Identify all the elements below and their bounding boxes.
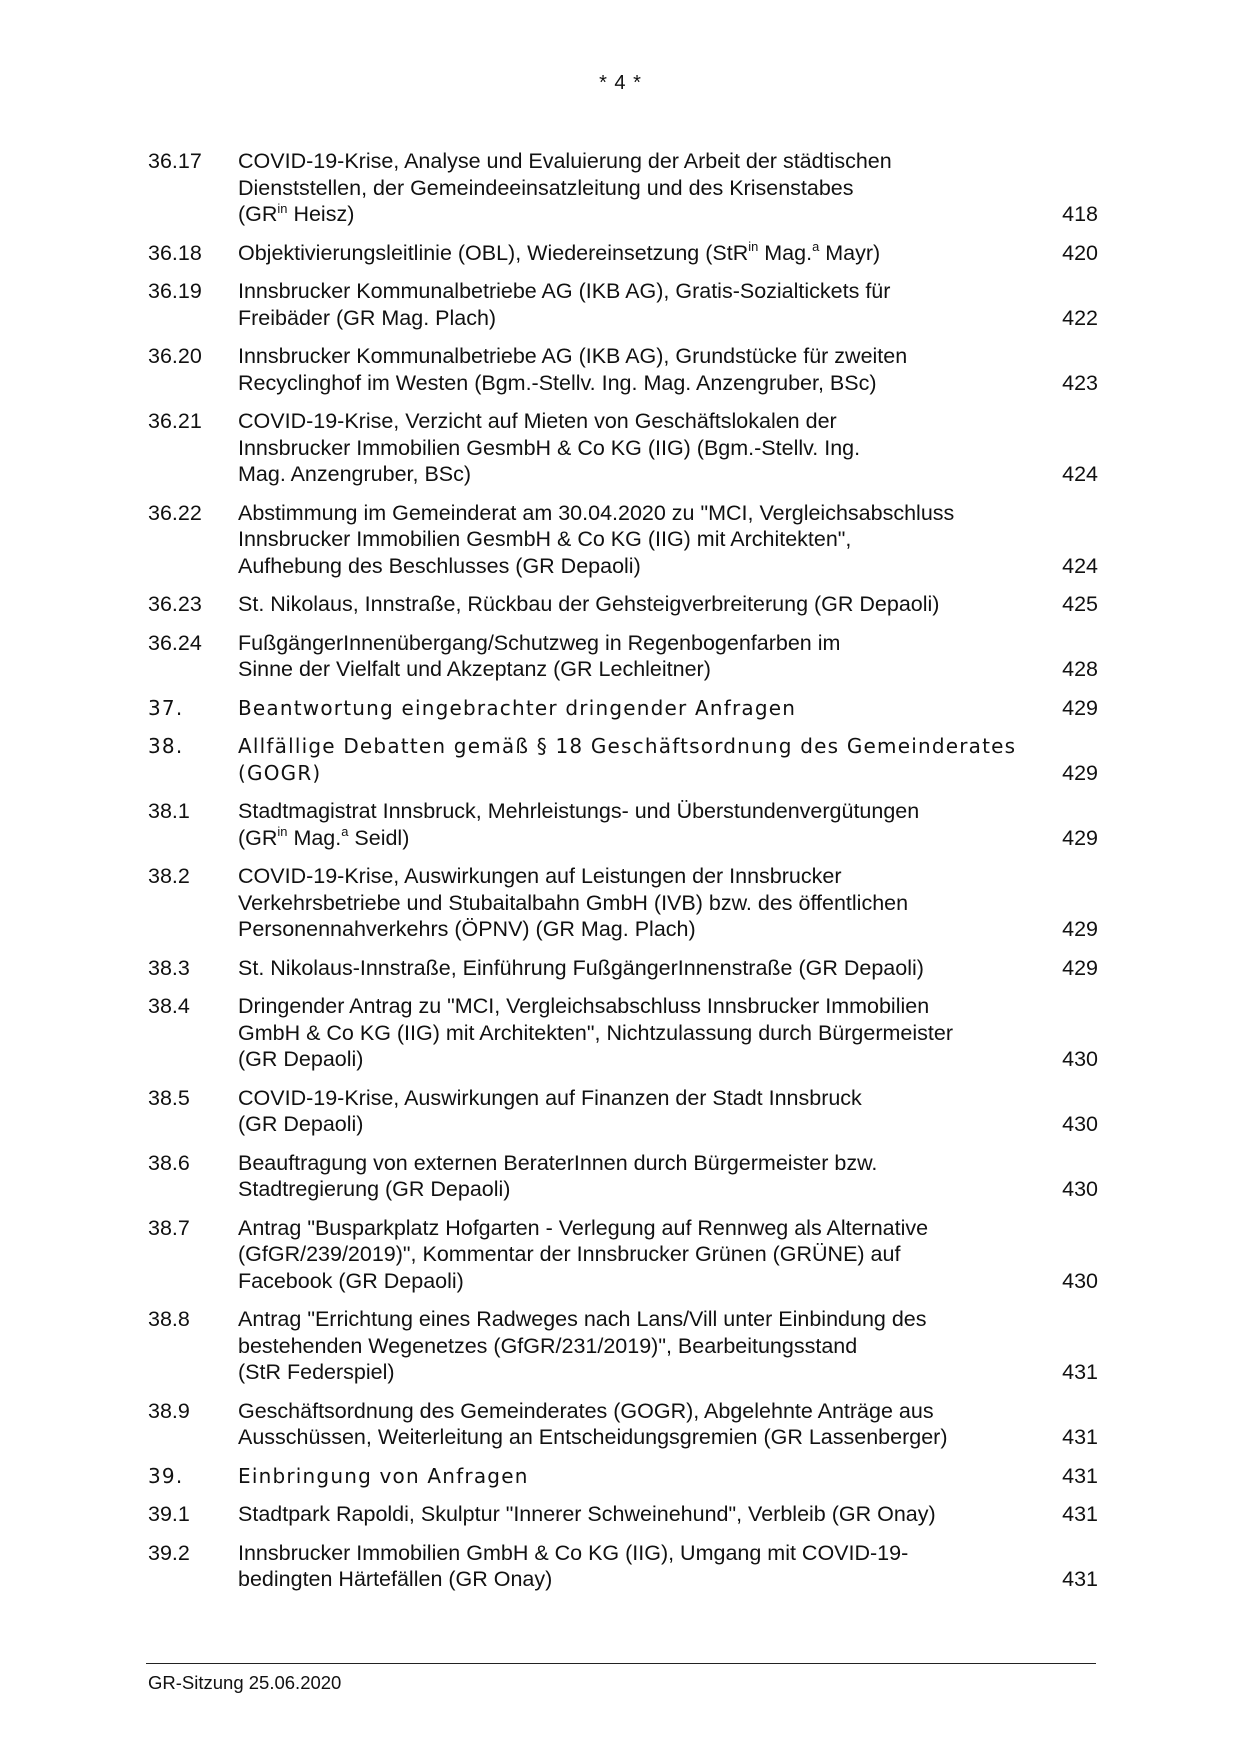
toc-entry-title: Objektivierungsleitlinie (OBL), Wiedereinsetzung (StR$^{in}$ Mag.$^a$ Mayr) (238, 239, 881, 265)
toc-entry (148, 500, 1098, 580)
page-number: * 4 * (599, 72, 642, 94)
superscript: a (341, 824, 349, 840)
toc-entry (148, 798, 1098, 851)
toc-entry-title: Beauftragung von externen BeraterInnen durch Bürgermeister bzw. Stadtregierung (GR Depaoli) (238, 1150, 878, 1201)
toc-entry-page: 430 (1062, 1047, 1098, 1071)
toc-entry-page: 424 (1062, 462, 1098, 486)
toc-entry (148, 1085, 1098, 1138)
toc-entry-number: 38. (148, 734, 184, 758)
toc-entry (148, 278, 1098, 331)
toc-entry-page: 420 (1062, 240, 1098, 265)
toc-entry-page: 428 (1062, 657, 1098, 681)
toc-entry-number: 36.21 (148, 409, 202, 433)
toc-entry-page: 431 (1062, 1360, 1098, 1384)
toc-entry-number: 38.7 (148, 1215, 190, 1240)
toc-entry-number: 38.3 (148, 955, 190, 980)
toc-entry-number: 36.17 (148, 149, 202, 173)
superscript: in (277, 200, 288, 216)
toc-entry-title: Antrag "Errichtung eines Radweges nach Lans/Vill unter Einbindung des bestehenden Wegenetzes (GfGR/231/2019)", Bearbeitungsstand (StR Federspiel) (238, 1307, 927, 1384)
toc-entry-number: 38.1 (148, 799, 190, 823)
toc-entry-title: FußgängerInnenübergang/Schutzweg in Regenbogenfarben im Sinne der Vielfalt und Akzeptanz (GR Lechleitner) (238, 630, 841, 681)
toc-entry-number: 36.24 (148, 630, 202, 655)
toc-entry (148, 591, 1098, 618)
toc-entry-number: 39. (148, 1463, 184, 1488)
toc-entry-title: Beantwortung eingebrachter dringender Anfragen (238, 695, 797, 720)
toc-entry (148, 148, 1098, 228)
toc-entry-page: 431 (1062, 1463, 1098, 1488)
toc-entry-number: 36.19 (148, 279, 202, 303)
toc-entry-title: COVID-19-Krise, Auswirkungen auf Finanzen der Stadt Innsbruck (GR Depaoli) (238, 1085, 862, 1136)
toc-entry-title: Innsbrucker Immobilien GmbH & Co KG (IIG), Umgang mit COVID-19- bedingten Härtefällen (GR Onay) (238, 1540, 909, 1591)
toc-entry (148, 1501, 1098, 1528)
superscript: in (748, 239, 759, 255)
toc-entry-number: 39.1 (148, 1502, 190, 1526)
toc-entry-title: COVID-19-Krise, Verzicht auf Mieten von Geschäftslokalen der Innsbrucker Immobilien GesmbH & Co KG (IIG) (Bgm.-Stellv. Ing. Mag. Anzengruber, BSc) (238, 409, 861, 486)
toc-entry (148, 863, 1098, 943)
toc-entry-page: 422 (1062, 305, 1098, 330)
toc-entry-title: Innsbrucker Kommunalbetriebe AG (IKB AG), Gratis-Sozialtickets für Freibäder (GR Mag. Plach) (238, 279, 891, 330)
toc-entry-number: 36.23 (148, 592, 202, 616)
toc-entry-number: 39.2 (148, 1540, 190, 1565)
toc-entry-title: Geschäftsordnung des Gemeinderates (GOGR), Abgelehnte Anträge aus Ausschüssen, Weiterleitung an Entscheidungsgremien (GR Lassenberger) (238, 1398, 948, 1449)
toc-entry-number: 38.9 (148, 1398, 190, 1423)
toc-entry-page: 429 (1062, 955, 1098, 980)
toc-entry-page: 429 (1062, 760, 1098, 785)
toc-entry-number: 38.2 (148, 864, 190, 888)
toc-entry-title: Allfällige Debatten gemäß § 18 Geschäftsordnung des Gemeinderates (GOGR) (238, 734, 1017, 785)
toc-entry (148, 1306, 1098, 1386)
toc-entry-page: 430 (1062, 1112, 1098, 1136)
toc-entry-page: 423 (1062, 370, 1098, 395)
toc-entry (148, 695, 1098, 722)
toc-entry-title: Abstimmung im Gemeinderat am 30.04.2020 zu "MCI, Vergleichsabschluss Innsbrucker Immobilien GesmbH & Co KG (IIG) mit Architekten", Aufhebung des Beschlusses (GR Depaoli) (238, 500, 955, 578)
toc-entry-number: 36.22 (148, 500, 202, 525)
toc-entry (148, 408, 1098, 488)
toc-entry-page: 431 (1062, 1567, 1098, 1591)
toc-entry-number: 38.4 (148, 994, 190, 1018)
toc-entry-title: Stadtmagistrat Innsbruck, Mehrleistungs- und Überstundenvergütungen ($GR^{in}$ Mag.$^a$ Seidl) (238, 799, 920, 850)
superscript: in (277, 824, 288, 840)
toc-entry-page: 429 (1062, 695, 1098, 720)
toc-entry-number: 38.8 (148, 1307, 190, 1331)
toc-entry (148, 1398, 1098, 1451)
footer-text: GR-Sitzung 25.06.2020 (148, 1672, 342, 1693)
superscript: a (812, 239, 820, 255)
toc-entry-page: 424 (1062, 553, 1098, 578)
toc-entry-page: 431 (1062, 1425, 1098, 1449)
toc-entry-page: 430 (1062, 1177, 1098, 1201)
toc-entry-number: 36.20 (148, 344, 202, 368)
toc-entry (148, 955, 1098, 982)
toc-entry-page: 418 (1062, 202, 1098, 226)
toc-entry-title: Stadtpark Rapoldi, Skulptur "Innerer Schweinehund", Verbleib (GR Onay) (238, 1502, 936, 1526)
toc-entry-title: St. Nikolaus-Innstraße, Einführung FußgängerInnenstraße (GR Depaoli) (238, 955, 924, 980)
toc-entry (148, 1463, 1098, 1490)
toc-entry (148, 1540, 1098, 1593)
toc-entry (148, 630, 1098, 683)
toc-entry-title: Einbringung von Anfragen (238, 1463, 529, 1488)
toc-entry-title: Antrag "Busparkplatz Hofgarten - Verlegung auf Rennweg als Alternative (GfGR/239/2019)", Kommentar der Innsbrucker Grünen (GRÜNE) auf Facebook (GR Depaoli) (238, 1215, 929, 1293)
toc-entry-number: 38.6 (148, 1150, 190, 1175)
toc-entry-number: 37. (148, 695, 184, 720)
footer-divider (146, 1663, 1096, 1664)
toc-entry-page: 425 (1062, 592, 1098, 616)
toc-entry-page: 429 (1062, 917, 1098, 941)
toc-entry (148, 733, 1098, 786)
toc-entry-number: 38.5 (148, 1085, 190, 1110)
toc-entry (148, 993, 1098, 1073)
toc-entry-number: 36.18 (148, 240, 202, 265)
toc-entry-title: Dringender Antrag zu "MCI, Vergleichsabschluss Innsbrucker Immobilien GmbH & Co KG (IIG) mit Architekten", Nichtzulassung durch Bürgermeister (GR Depaoli) (238, 994, 953, 1071)
toc-entry-page: 430 (1062, 1268, 1098, 1293)
toc-entry-page: 429 (1062, 825, 1098, 850)
table-of-contents (148, 148, 1098, 1605)
toc-entry-title: COVID-19-Krise, Auswirkungen auf Leistungen der Innsbrucker Verkehrsbetriebe und Stubaitalbahn GmbH (IVB) bzw. des öffentlichen Personennahverkehrs (ÖPNV) (GR Mag. Plach) (238, 864, 909, 941)
toc-entry-title: COVID-19-Krise, Analyse und Evaluierung der Arbeit der städtischen Dienststellen, der Gemeindeeinsatzleitung und des Krisenstabes ($GR^{in}$ Heisz) (238, 149, 892, 226)
toc-entry (148, 1215, 1098, 1295)
toc-entry-title: Innsbrucker Kommunalbetriebe AG (IKB AG), Grundstücke für zweiten Recyclinghof im Westen (Bgm.-Stellv. Ing. Mag. Anzengruber, BSc) (238, 344, 908, 395)
toc-entry (148, 1150, 1098, 1203)
toc-entry (148, 343, 1098, 396)
toc-entry (148, 240, 1098, 267)
toc-entry-title: St. Nikolaus, Innstraße, Rückbau der Gehsteigverbreiterung (GR Depaoli) (238, 592, 940, 616)
toc-entry-page: 431 (1062, 1502, 1098, 1526)
